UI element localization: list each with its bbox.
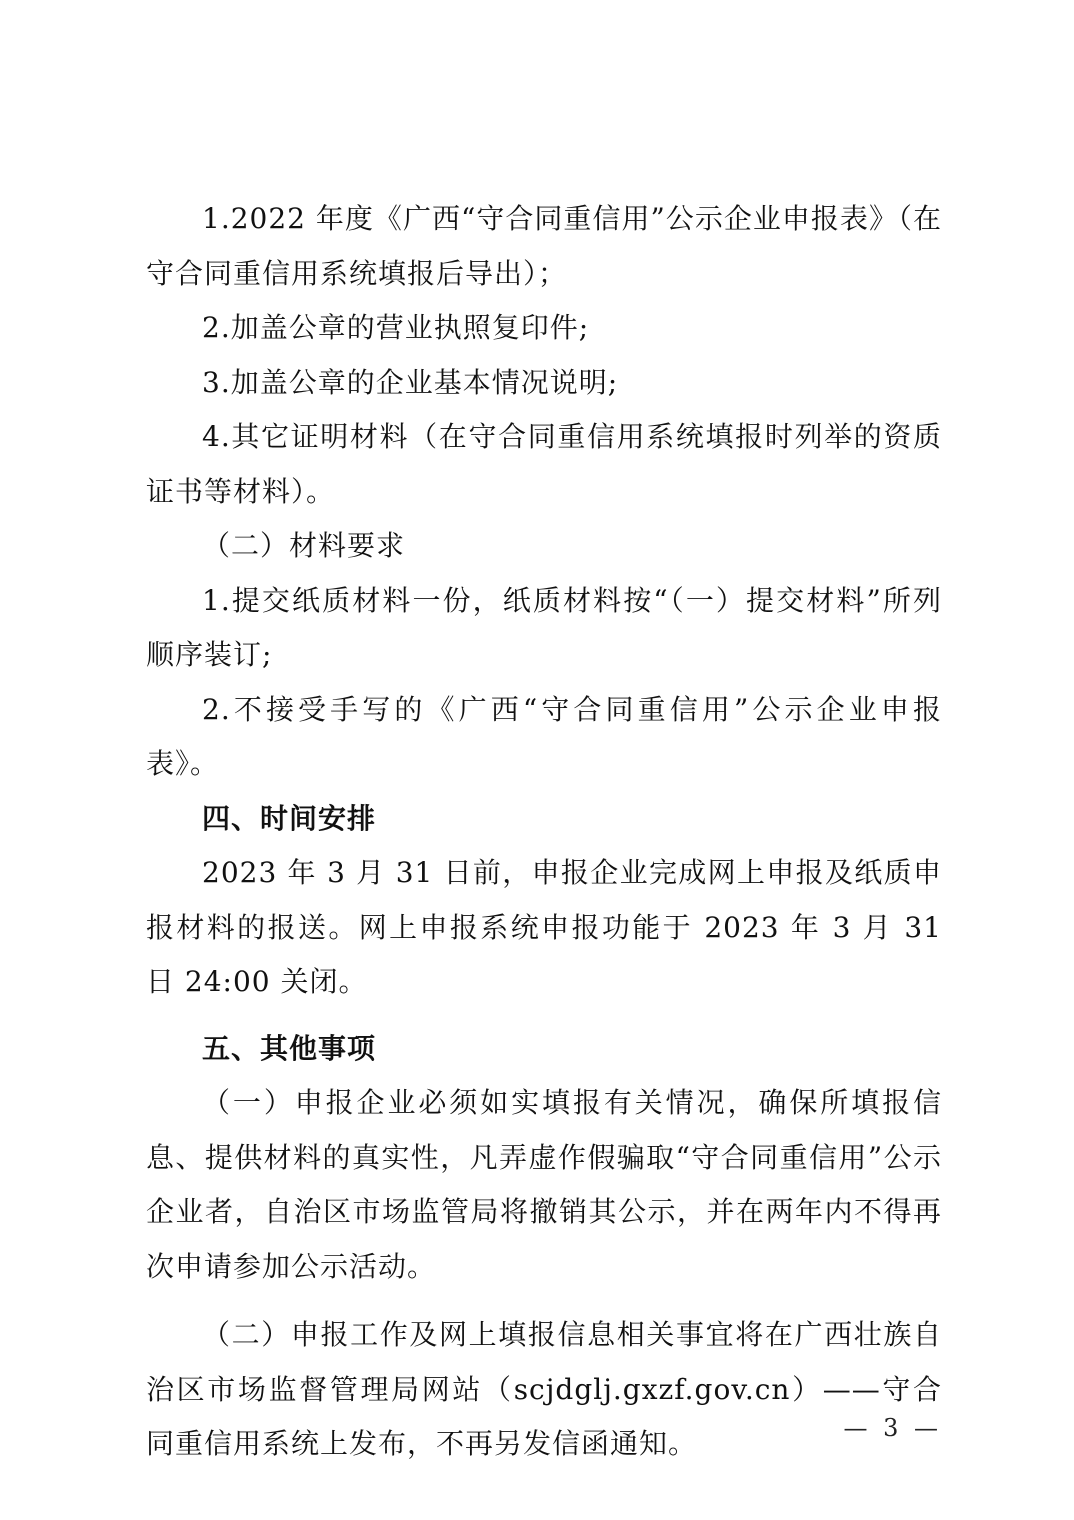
requirement-item-1: 1.提交纸质材料一份，纸质材料按“（一）提交材料”所列顺序装订; [146, 583, 942, 671]
other-matters-paragraph-1: （一）申报企业必须如实填报有关情况，确保所填报信息、提供材料的真实性，凡弄虚作假骗取“守合同重信用”公示企业者，自治区市场监管局将撤销其公示，并在两年内不得再次申请参加公示活动。 [146, 1086, 942, 1283]
material-item-4: 4.其它证明材料（在守合同重信用系统填报时列举的资质证书等材料）。 [146, 420, 942, 508]
other-matters-paragraph-2: （二）申报工作及网上填报信息相关事宜将在广西壮族自治区市场监督管理局网站（scjdglj.gxzf.gov.cn）——守合同重信用系统上发布，不再另发信函通知。 [146, 1318, 942, 1460]
section-heading-schedule: 四、时间安排 [202, 801, 377, 835]
requirement-item-2: 2.不接受手写的《广西“守合同重信用”公示企业申报表》。 [146, 692, 942, 780]
material-requirements-subheading: （二）材料要求 [202, 529, 406, 562]
page-number: — 3 — [843, 1414, 942, 1442]
material-item-2: 2.加盖公章的营业执照复印件; [202, 311, 590, 344]
schedule-paragraph: 2023 年 3 月 31 日前，申报企业完成网上申报及纸质申报材料的报送。网上申报系统申报功能于 2023 年 3 月 31 日 24:00 关闭。 [146, 856, 942, 998]
material-item-1: 1.2022 年度《广西“守合同重信用”公示企业申报表》（在守合同重信用系统填报后导出）； [146, 202, 942, 290]
document-body [146, 192, 942, 1472]
section-heading-other-matters: 五、其他事项 [202, 1031, 377, 1065]
material-item-3: 3.加盖公章的企业基本情况说明; [202, 365, 619, 399]
